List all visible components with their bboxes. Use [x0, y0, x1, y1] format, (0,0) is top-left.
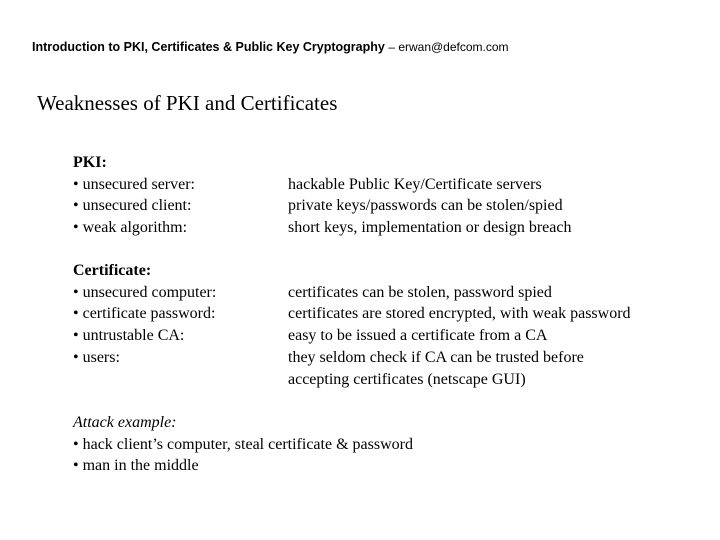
- certificate-descriptions: [288, 282, 631, 391]
- pki-descriptions: [288, 174, 571, 239]
- certificate-item-label: • untrustable CA:: [73, 327, 185, 345]
- attack-example-title: Attack example:: [73, 414, 177, 431]
- certificate-heading: Certificate:: [73, 262, 152, 279]
- pki-item-label: • unsecured server:: [73, 175, 195, 193]
- slide-title: Weaknesses of PKI and Certificates: [37, 91, 338, 115]
- pki-item-desc: hackable Public Key/Certificate servers: [288, 175, 542, 193]
- pki-heading: PKI:: [73, 154, 107, 171]
- certificate-item-label: • certificate password:: [73, 305, 216, 323]
- attack-example-item: • hack client’s computer, steal certificate & password: [73, 435, 413, 453]
- certificate-item-desc-continuation: accepting certificates (netscape GUI): [288, 370, 526, 388]
- pki-item-desc: short keys, implementation or design breach: [288, 219, 572, 237]
- certificate-section: [73, 260, 216, 369]
- certificate-item-desc: easy to be issued a certificate from a CA: [288, 327, 548, 345]
- slide-header: [32, 40, 509, 54]
- pki-item-label: • weak algorithm:: [73, 219, 188, 237]
- header-title: Introduction to PKI, Certificates & Public Key Cryptography: [32, 40, 385, 54]
- certificate-item-label: • users:: [73, 348, 120, 366]
- certificate-item-desc: certificates can be stolen, password spied: [288, 283, 552, 301]
- pki-item-desc: private keys/passwords can be stolen/spied: [288, 197, 563, 215]
- certificate-item-label: • unsecured computer:: [73, 283, 217, 301]
- pki-item-label: • unsecured client:: [73, 197, 192, 215]
- header-author: – erwan@defcom.com: [388, 40, 509, 54]
- certificate-item-desc: they seldom check if CA can be trusted before: [288, 348, 584, 366]
- attack-example-item: • man in the middle: [73, 457, 199, 475]
- attack-example-section: [73, 412, 413, 477]
- pki-section: [73, 152, 195, 239]
- certificate-item-desc: certificates are stored encrypted, with weak password: [288, 305, 631, 323]
